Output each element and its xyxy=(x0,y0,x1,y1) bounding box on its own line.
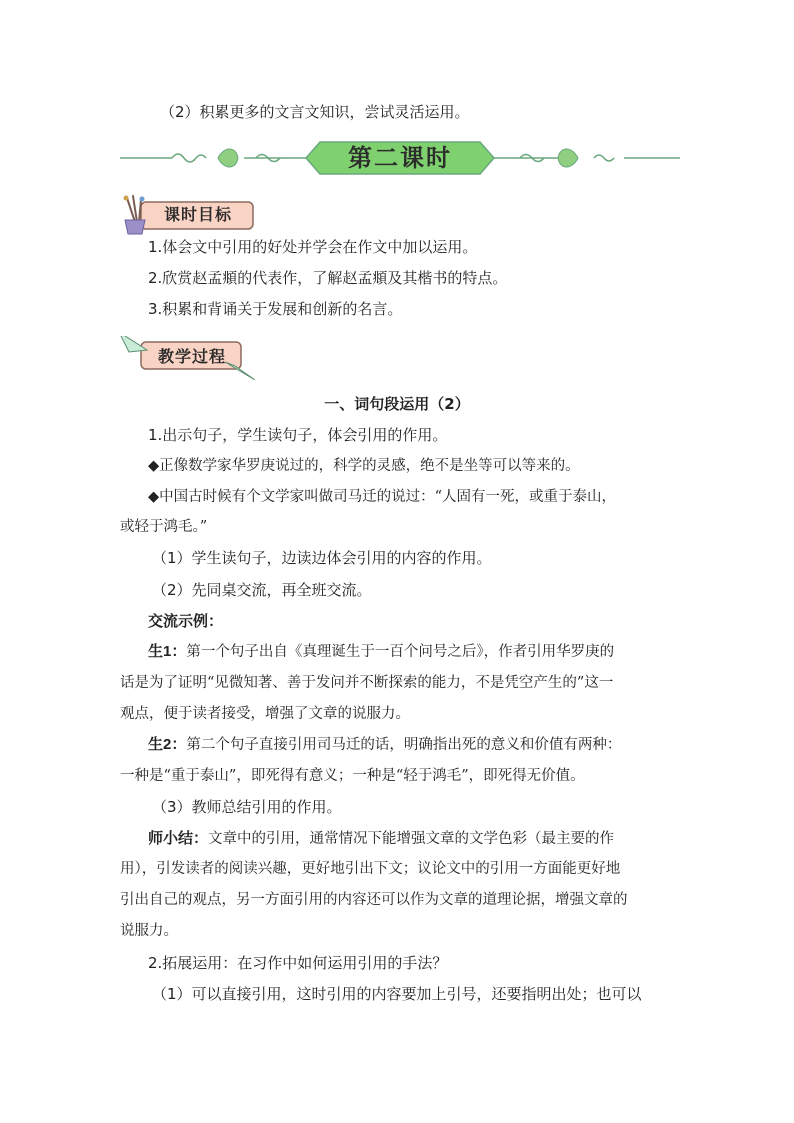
student-1-label: 生1： xyxy=(148,643,187,660)
student-2-label: 生2： xyxy=(148,736,187,753)
goal-item-2: 2.欣赏赵孟頫的代表作，了解赵孟頫及其楷书的特点。 xyxy=(148,269,508,287)
student-2-line-1 xyxy=(148,735,708,755)
quote-2-line-2: 或轻于鸿毛。” xyxy=(120,519,208,535)
step-2-sub-1: （1）可以直接引用，这时引用的内容要加上引号，还要指明出处；也可以 xyxy=(152,985,642,1003)
step-1: 1.出示句子，学生读句子，体会引用的作用。 xyxy=(148,426,448,444)
sub-step-2: （2）先同桌交流，再全班交流。 xyxy=(152,581,372,599)
quote-2-line-1: ◆中国古时候有个文学家叫做司马迁的说过：“人固有一死，或重于泰山， xyxy=(148,489,617,505)
student-1-line-3: 观点，便于读者接受，增强了文章的说服力。 xyxy=(120,706,410,722)
teacher-summary-line-3: 引出自己的观点，另一方面引用的内容还可以作为文章的道理论据，增强文章的 xyxy=(120,892,628,908)
teacher-summary-label: 师小结： xyxy=(148,830,209,847)
teacher-summary-line-2: 用），引发读者的阅读兴趣，更好地引出下文；议论文中的引用一方面能更好地 xyxy=(120,861,621,877)
student-2-text: 第二个句子直接引用司马迁的话，明确指出死的意义和价值有两种： xyxy=(186,737,622,753)
section-title: 一、词句段运用（2） xyxy=(324,395,470,413)
goal-item-3: 3.积累和背诵关于发展和创新的名言。 xyxy=(148,300,403,318)
student-1-text: 第一个句子出自《真理诞生于一百个问号之后》，作者引用华罗庚的 xyxy=(186,644,615,660)
student-1-line-2: 话是为了证明“见微知著、善于发问并不断探索的能力，不是凭空产生的”这一 xyxy=(120,675,614,691)
teacher-summary-line-1 xyxy=(148,829,708,849)
lesson-title: 第二课时 xyxy=(348,143,452,172)
student-1-line-1 xyxy=(148,642,708,662)
goals-badge xyxy=(117,194,257,238)
step-2: 2.拓展运用：在习作中如何运用引用的手法？ xyxy=(148,954,448,972)
teacher-summary-text: 文章中的引用，通常情况下能增强文章的文学色彩（最主要的作 xyxy=(208,831,615,847)
process-badge-label: 教学过程 xyxy=(157,347,226,366)
goals-badge-label: 课时目标 xyxy=(163,205,232,224)
teacher-summary-line-4: 说服力。 xyxy=(120,923,178,939)
process-badge xyxy=(117,336,257,380)
objective-item-2: （2）积累更多的文言文知识，尝试灵活运用。 xyxy=(160,103,470,121)
quote-1: ◆正像数学家华罗庚说过的，科学的灵感，绝不是坐等可以等来的。 xyxy=(148,458,580,474)
sub-step-1: （1）学生读句子，边读边体会引用的内容的作用。 xyxy=(152,549,492,567)
sub-step-3: （3）教师总结引用的作用。 xyxy=(152,798,342,816)
goal-item-1: 1.体会文中引用的好处并学会在作文中加以运用。 xyxy=(148,238,478,256)
example-label: 交流示例： xyxy=(148,612,224,630)
lesson-header xyxy=(120,138,680,180)
student-2-line-2: 一种是“重于泰山”，即死得有意义；一种是“轻于鸿毛”，即死得无价值。 xyxy=(120,768,585,784)
